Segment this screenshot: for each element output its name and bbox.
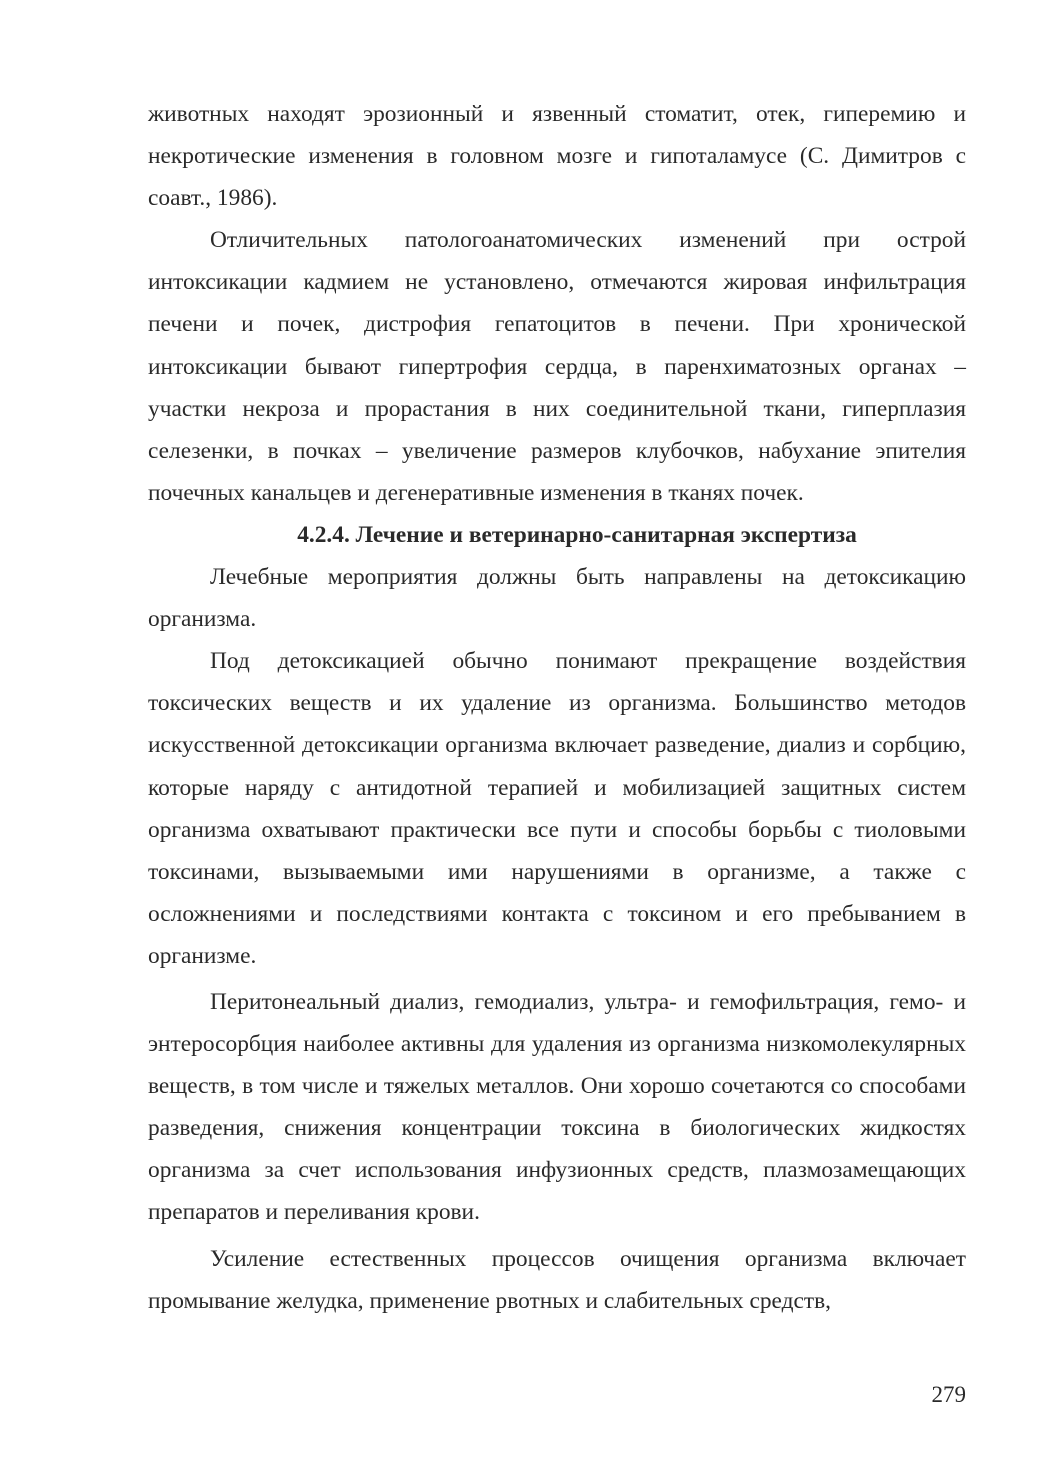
- paragraph-detoxication: Под детоксикацией обычно понимают прекращение воздействия токсических веществ и их удаление из организма. Большинство методов искусственной детоксикации организма включает разведение, диализ и сорбцию, которые наряду с антидотной терапией и мобилизацией защитных систем организма охватывают практически все пути и способы борьбы с тиоловыми токсинами, вызываемыми ими нарушениями в организме, а также с осложнениями и последствиями контакта с токсином и его пребыванием в организме.: [148, 648, 966, 969]
- paragraph-natural-cleansing: Усиление естественных процессов очищения организма включает промывание желудка, применение рвотных и слабительных средств,: [148, 1245, 966, 1314]
- section-heading: 4.2.4. Лечение и ветеринарно-санитарная экспертиза: [297, 521, 857, 548]
- paragraph-pathology: Отличительных патологоанатомических изменений при острой интоксикации кадмием не установлено, отмечаются жировая инфильтрация печени и почек, дистрофия гепатоцитов в печени. При хронической интоксикации бывают гипертрофия сердца, в паренхиматозных органах – участки некроза и прорастания в них соединительной ткани, гиперплазия селезенки, в почках – увеличение размеров клубочков, набухание эпителия почечных канальцев и дегенеративные изменения в тканях почек.: [148, 227, 966, 506]
- text-column: [148, 93, 966, 1322]
- page-number: 279: [931, 1382, 966, 1407]
- paragraph-dialysis: Перитонеальный диализ, гемодиализ, ультра- и гемофильтрация, гемо- и энтеросорбция наиболее активны для удаления из организма низкомолекулярных веществ, в том числе и тяжелых металлов. Они хорошо сочетаются со способами разведения, снижения концентрации токсина в биологических жидкостях организма за счет использования инфузионных средств, плазмозамещающих препаратов и переливания крови.: [148, 988, 966, 1226]
- paragraph-treatment-intro: Лечебные мероприятия должны быть направлены на детоксикацию организма.: [148, 564, 966, 633]
- paragraph-continuation: животных находят эрозионный и язвенный стоматит, отек, гиперемию и некротические изменения в головном мозге и гипоталамусе (С. Димитров с соавт., 1986).: [148, 101, 966, 212]
